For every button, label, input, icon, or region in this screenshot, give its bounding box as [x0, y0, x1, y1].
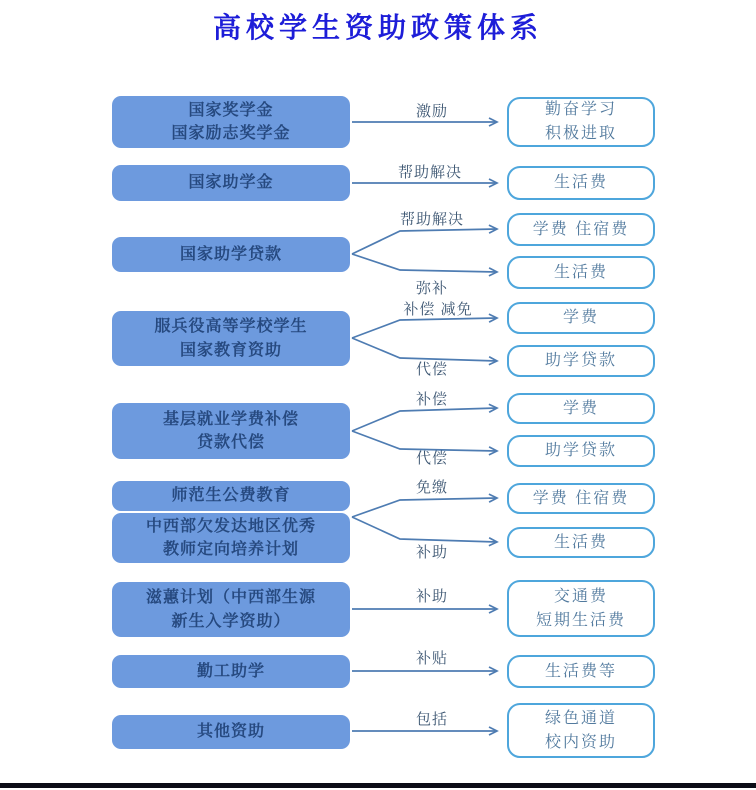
target-label-line: 生活费等 [544, 662, 617, 680]
arrow-row3-bottom [352, 254, 497, 272]
target-label-line: 积极进取 [544, 125, 617, 142]
source-label-line: 中西部欠发达地区优秀 [145, 517, 316, 535]
source-label-line: 滋蕙计划（中西部生源 [145, 589, 316, 607]
target-label-line: 勤奋学习 [544, 101, 617, 118]
arrow-row6-top [352, 498, 497, 517]
source-box-free-teacher-education [112, 481, 350, 511]
arrow-label: 代偿 [415, 450, 449, 467]
target-label-line: 助学贷款 [544, 352, 617, 369]
arrow-row5-top [352, 408, 497, 431]
target-box-tuition [507, 302, 655, 334]
target-label-line: 生活费 [553, 263, 608, 281]
target-label-line: 学费 [562, 309, 599, 326]
arrow-label: 免缴 [415, 479, 449, 496]
target-box-student-loan [507, 435, 655, 467]
target-box-tuition-accommodation [507, 213, 655, 246]
target-box-tuition-accommodation [507, 483, 655, 514]
source-box-grassroots-employment [112, 403, 350, 459]
target-label-line: 助学贷款 [544, 442, 617, 459]
arrow-label: 补助 [415, 544, 449, 561]
source-box-other-aid [112, 715, 350, 749]
target-label-line: 交通费 [553, 587, 608, 605]
arrow-label: 补贴 [415, 650, 449, 667]
target-label-line: 短期生活费 [535, 611, 626, 629]
target-box-living-costs [507, 166, 655, 200]
arrow-label: 补助 [415, 588, 449, 605]
target-label-line: 校内资助 [544, 733, 617, 751]
arrow-label: 补偿 [415, 391, 449, 408]
target-box-living-costs-etc [507, 655, 655, 688]
source-box-national-grant [112, 165, 350, 201]
source-label-line: 其他资助 [196, 723, 265, 741]
target-label-line: 学费 住宿费 [532, 220, 630, 238]
source-label-line: 勤工助学 [196, 662, 265, 680]
target-box-transport-short-term-living [507, 580, 655, 637]
arrow-row6-bottom [352, 517, 497, 542]
arrow-row3-top [352, 229, 497, 254]
source-label-line: 国家教育资助 [179, 341, 282, 359]
target-box-student-loan [507, 345, 655, 377]
target-box-tuition [507, 393, 655, 424]
target-box-living-costs [507, 256, 655, 289]
source-label-line: 国家励志奖学金 [171, 125, 291, 142]
source-label-line: 服兵役高等学校学生 [154, 318, 308, 336]
arrow-row4-top [352, 318, 497, 338]
target-box-green-channel [507, 703, 655, 758]
source-box-national-scholarship [112, 96, 350, 148]
source-label-line: 国家奖学金 [188, 101, 274, 119]
bottom-border-line [0, 783, 756, 788]
source-box-student-loan [112, 237, 350, 272]
target-label-line: 学费 [562, 399, 599, 417]
arrow-label: 激励 [415, 103, 449, 120]
target-box-diligent-study [507, 97, 655, 147]
target-label-line: 学费 住宿费 [532, 489, 630, 507]
target-label-line: 绿色通道 [544, 709, 617, 727]
source-label-line: 国家助学贷款 [179, 245, 282, 263]
source-label-line: 贷款代偿 [196, 434, 265, 451]
source-label-line: 基层就业学费补偿 [162, 410, 299, 428]
target-label-line: 生活费 [553, 174, 608, 191]
source-box-work-study [112, 655, 350, 688]
target-label-line: 生活费 [553, 533, 608, 551]
source-label-line: 国家助学金 [188, 174, 274, 192]
source-label-line: 教师定向培养计划 [162, 541, 299, 558]
arrow-label: 帮助解决 [397, 164, 463, 181]
source-box-military-service-aid [112, 311, 350, 366]
arrow-label: 弥补 [415, 280, 449, 297]
source-label-line: 师范生公费教育 [171, 487, 291, 505]
arrow-label: 帮助解决 [399, 211, 465, 228]
source-label-line: 新生入学资助） [171, 612, 291, 630]
arrow-label: 补偿 减免 [403, 301, 473, 318]
target-box-living-costs [507, 527, 655, 558]
source-box-central-western-teacher-plan [112, 513, 350, 563]
source-box-zihui-plan [112, 582, 350, 637]
arrow-label: 包括 [415, 711, 449, 728]
arrow-label: 代偿 [415, 361, 449, 378]
page-title: 高校学生资助政策体系 [212, 12, 543, 43]
